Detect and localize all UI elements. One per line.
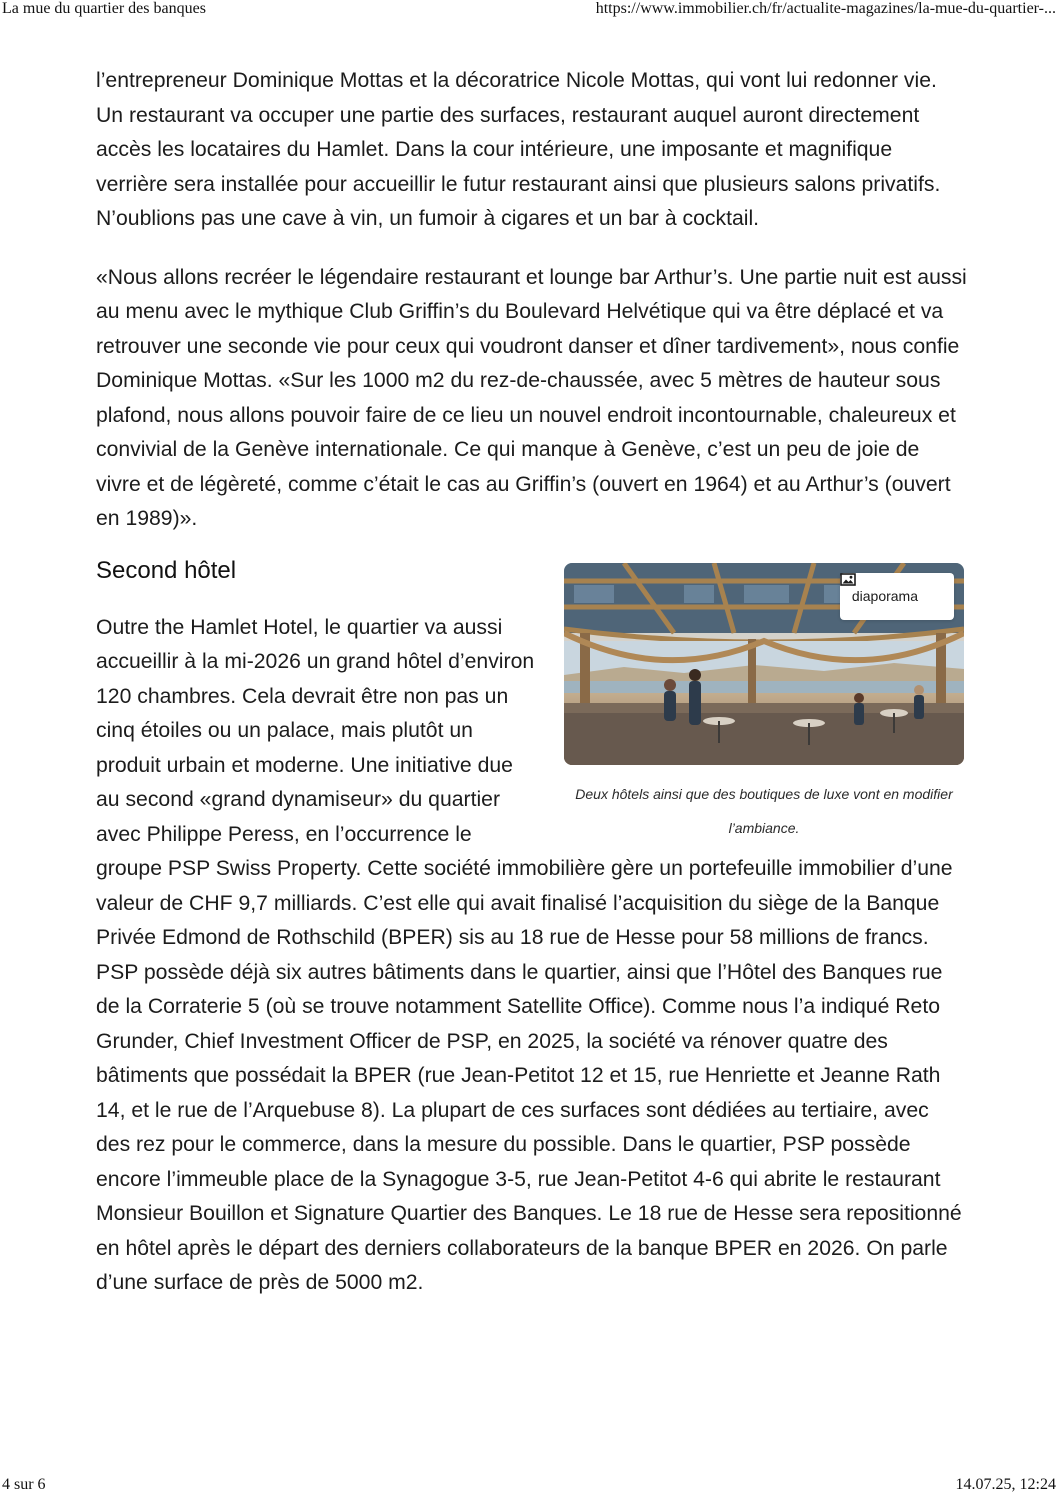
print-timestamp: 14.07.25, 12:24 xyxy=(955,1476,1056,1493)
figure-caption: Deux hôtels ainsi que des boutiques de luxe vont en modifier l’ambiance. xyxy=(575,785,953,836)
diaporama-label: diaporama xyxy=(851,587,918,604)
article-paragraph: l’entrepreneur Dominique Mottas et la décoratrice Nicole Mottas, qui vont lui redonner vie. Un restaurant va occuper une partie des surfaces, restaurant auquel auront directement accès les locataires du Hamlet. Dans la cour intérieure, une imposante et magnifique verrière sera installée pour accueillir le futur restaurant ainsi que plusieurs salons privatifs. N’oublions pas une cave à vin, un fumoir à cigares et un bar à cocktail. xyxy=(96,69,941,230)
print-header xyxy=(0,0,1058,22)
print-header-title: La mue du quartier des banques xyxy=(2,0,206,17)
print-header-url: https://www.immobilier.ch/fr/actualite-magazines/la-mue-du-quartier-... xyxy=(595,0,1056,17)
article-body xyxy=(96,64,968,1301)
diaporama-button[interactable] xyxy=(840,573,954,620)
article-paragraph: Outre the Hamlet Hotel, le quartier va aussi accueillir à la mi-2026 un grand hôtel d’environ 120 chambres. Cela devrait être non pas un cinq étoiles ou un palace, mais plutôt un produit urbain et moderne. Une initiative due au second «grand dynamiseur» du quartier avec Philippe Peress, en l’occurrence le groupe PSP Swiss Property. Cette société immobilière gère un portefeuille immobilier d’une valeur de CHF 9,7 milliards. C’est elle qui avait finalisé l’acquisition du siège de la Banque Privée Edmond de Rothschild (BPER) sis au 18 rue de Hesse pour 58 millions de francs. PSP possède déjà six autres bâtiments dans le quartier, ainsi que l’Hôtel des Banques rue de la Corraterie 5 (où se trouve notamment Satellite Office). Comme nous l’a indiqué Reto Grunder, Chief Investment Officer de PSP, en 2025, la société va rénover quatre des bâtiments que possédait la BPER (rue Jean-Petitot 12 et 15, rue Henriette et Jeanne Rath 14, et le rue de l’Arquebuse 8). La plupart de ces surfaces sont dédiées au tertiaire, avec des rez pour le commerce, dans la mesure du possible. Dans le quartier, PSP possède encore l’immeuble place de la Synagogue 3-5, rue Jean-Petitot 4-6 qui abrite le restaurant Monsieur Bouillon et Signature Quartier des Banques. Le 18 rue de Hesse sera repositionné en hôtel après le départ des derniers collaborateurs de la banque BPER en 2026. On parle d’une surface de près de 5000 m2. xyxy=(96,615,962,1294)
gallery-icon xyxy=(924,590,940,603)
section-title: Second hôtel xyxy=(96,556,237,584)
page-number: 4 sur 6 xyxy=(2,1476,46,1493)
article-figure xyxy=(564,563,964,845)
article-paragraph: «Nous allons recréer le légendaire restaurant et lounge bar Arthur’s. Une partie nuit est aussi au menu avec le mythique Club Griffin’s du Boulevard Helvétique qui va être déplacé et va retrouver une seconde vie pour ceux qui voudront danser et dîner tardivement», nous confie Dominique Mottas. «Sur les 1000 m2 du rez-de-chaussée, avec 5 mètres de hauteur sous plafond, nous allons pouvoir faire de ce lieu un nouvel endroit incontournable, chaleureux et convivial de la Genève internationale. Ce qui manque à Genève, c’est un peu de joie de vivre et de légèreté, comme c’était le cas au Griffin’s (ouvert en 1964) et au Arthur’s (ouvert en 1989)». xyxy=(96,265,967,530)
article-photo[interactable] xyxy=(564,563,964,765)
print-footer xyxy=(0,1476,1058,1496)
